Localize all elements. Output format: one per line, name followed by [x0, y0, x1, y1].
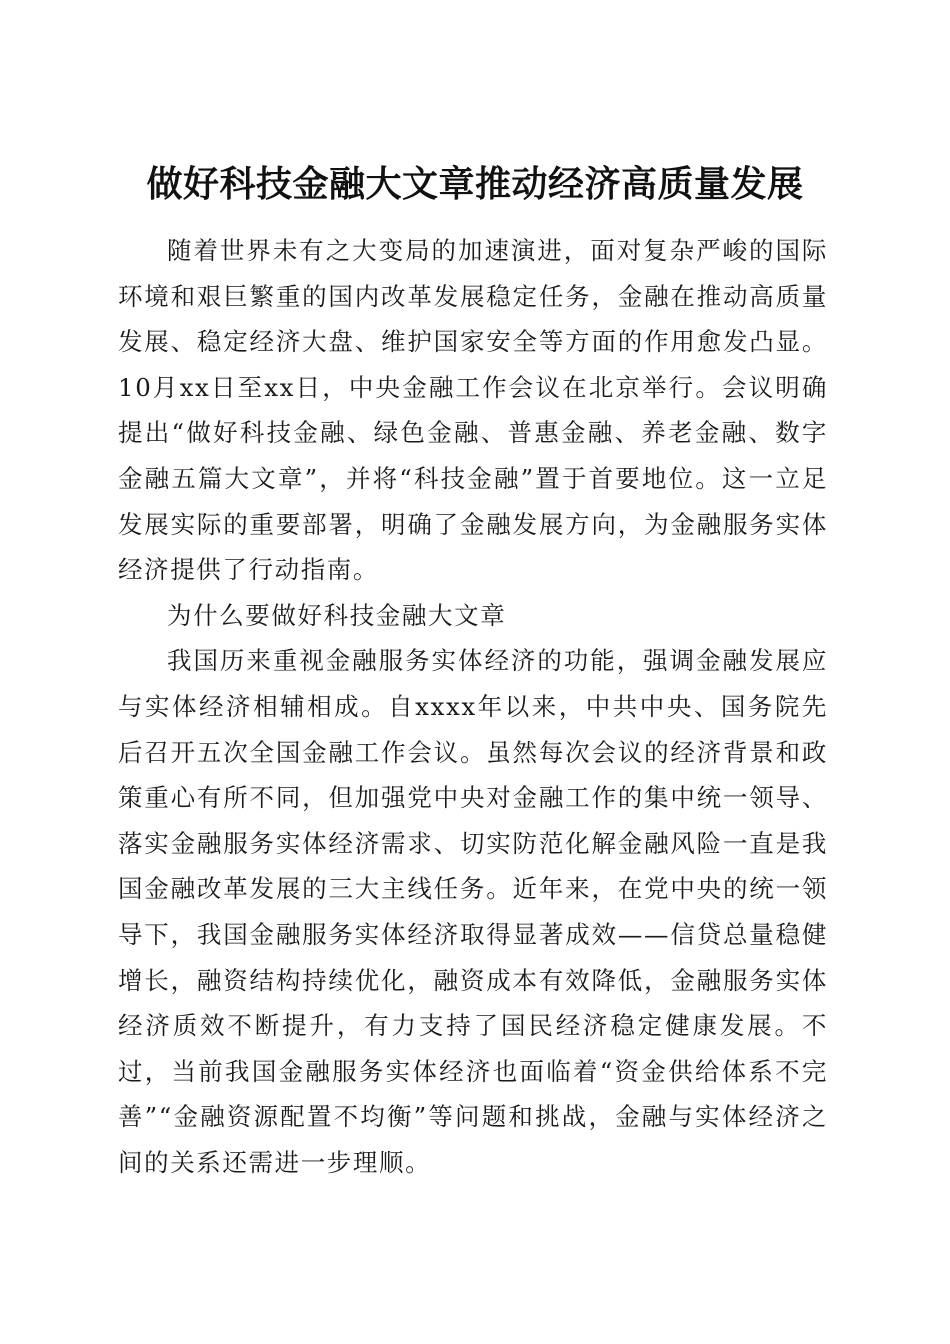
document-body	[118, 228, 828, 1185]
body-paragraph: 我国历来重视金融服务实体经济的功能，强调金融发展应与实体经济相辅相成。自xxxx年以来，中共中央、国务院先后召开五次全国金融工作会议。虽然每次会议的经济背景和政策重心有所不同，但加强党中央对金融工作的集中统一领导、落实金融服务实体经济需求、切实防范化解金融风险一直是我国金融改革发展的三大主线任务。近年来，在党中央的统一领导下，我国金融服务实体经济取得显著成效——信贷总量稳健增长，融资结构持续优化，融资成本有效降低，金融服务实体经济质效不断提升，有力支持了国民经济稳定健康发展。不过，当前我国金融服务实体经济也面临着“资金供给体系不完善”“金融资源配置不均衡”等问题和挑战，金融与实体经济之间的关系还需进一步理顺。	[118, 646, 828, 1177]
section-heading: 为什么要做好科技金融大文章	[167, 600, 507, 630]
document-title: 做好科技金融大文章推动经济高质量发展	[146, 163, 804, 206]
intro-paragraph: 随着世界未有之大变局的加速演进，面对复杂严峻的国际环境和艰巨繁重的国内改革发展稳定任务，金融在推动高质量发展、稳定经济大盘、维护国家安全等方面的作用愈发凸显。10月xx日至xx日，中央金融工作会议在北京举行。会议明确提出“做好科技金融、绿色金融、普惠金融、养老金融、数字金融五篇大文章”，并将“科技金融”置于首要地位。这一立足发展实际的重要部署，明确了金融发展方向，为金融服务实体经济提供了行动指南。	[118, 236, 828, 585]
